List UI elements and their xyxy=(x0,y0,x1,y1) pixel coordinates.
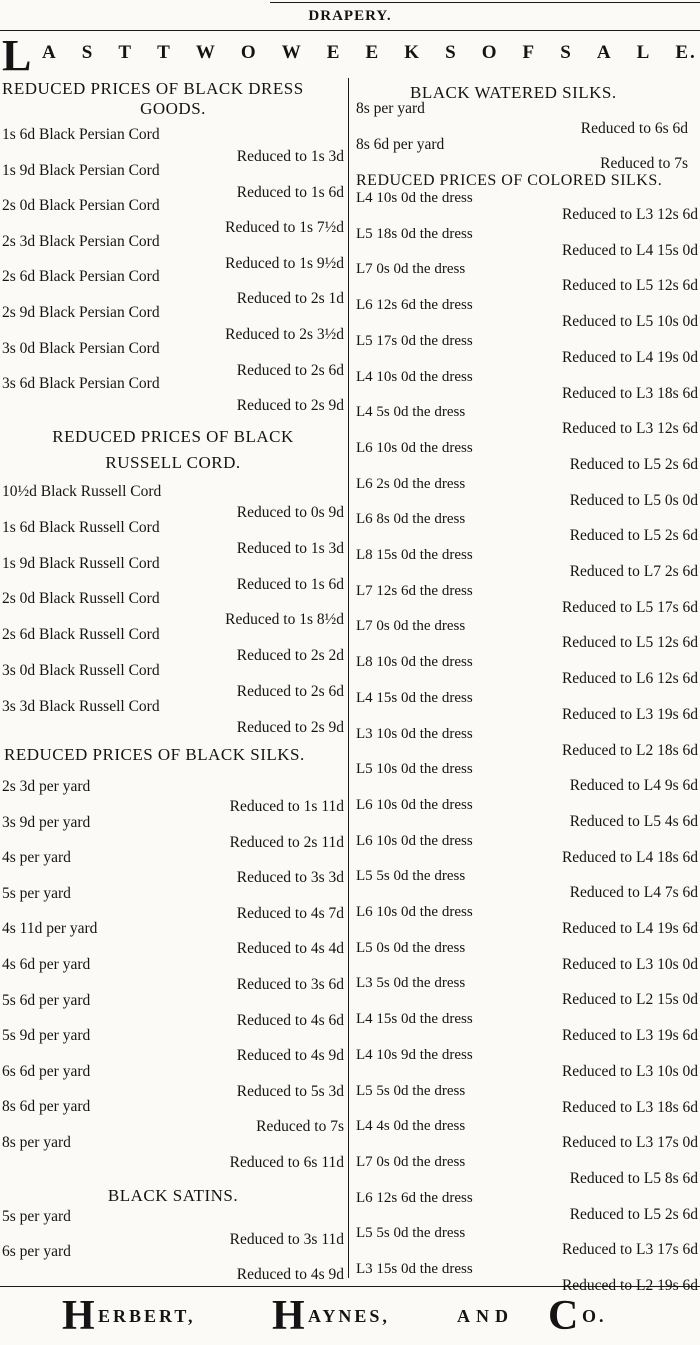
reduced-price: Reduced to 4s 6d xyxy=(236,1011,344,1029)
section-heading: REDUCED PRICES OF BLACK xyxy=(52,427,294,446)
item-name: L6 12s 6d the dress xyxy=(356,1189,473,1206)
banner-letter: O xyxy=(240,42,258,63)
item-name: L4 15s 0d the dress xyxy=(356,689,473,706)
reduced-price: Reduced to 2s 3½d xyxy=(225,326,344,343)
reduced-price: Reduced to 2s 9d xyxy=(236,397,344,415)
reduced-price: Reduced to L4 19s 6d xyxy=(561,920,698,937)
item-name: L6 10s 0d the dress xyxy=(356,904,473,920)
section-heading: REDUCED PRICES OF COLORED SILKS. xyxy=(356,172,663,189)
reduced-price: Reduced to L2 15s 0d xyxy=(561,991,698,1009)
reduced-price: Reduced to 2s 6d xyxy=(236,361,344,379)
reduced-price: Reduced to L5 10s 0d xyxy=(561,313,698,331)
reduced-price: Reduced to 2s 1d xyxy=(236,290,344,308)
reduced-price: Reduced to 4s 7d xyxy=(236,904,344,922)
reduced-price: Reduced to L3 12s 6d xyxy=(561,420,698,438)
banner-letter: E xyxy=(365,42,381,63)
banner-letter: K xyxy=(404,42,422,63)
reduced-price: Reduced to L3 17s 6d xyxy=(561,1241,698,1259)
item-name: L7 0s 0d the dress xyxy=(356,261,466,278)
item-name: 3s 9d per yard xyxy=(2,813,91,831)
reduced-price: Reduced to L3 10s 0d xyxy=(561,1062,698,1080)
banner-letter: F xyxy=(522,42,537,63)
item-name: L3 15s 0d the dress xyxy=(356,1261,473,1277)
item-name: 2s 0d Black Russell Cord xyxy=(2,590,160,608)
section-heading: RUSSELL CORD. xyxy=(105,453,241,472)
section-heading: BLACK SATINS. xyxy=(107,1186,239,1205)
item-name: 1s 9d Black Russell Cord xyxy=(2,554,160,572)
reduced-price: Reduced to 2s 11d xyxy=(229,833,344,851)
haynes-initial: H xyxy=(272,1293,305,1339)
reduced-price: Reduced to L3 18s 6d xyxy=(561,1098,698,1116)
reduced-price: Reduced to 1s 11d xyxy=(229,798,344,815)
reduced-price: Reduced to L3 18s 6d xyxy=(561,384,698,402)
banner-letter: L xyxy=(636,42,652,63)
item-name: L8 15s 0d the dress xyxy=(356,547,473,563)
item-name: 8s 6d per yard xyxy=(2,1098,91,1116)
reduced-price: Reduced to 1s 8½d xyxy=(225,611,344,629)
reduced-price: Reduced to L2 19s 6d xyxy=(561,1277,698,1294)
item-name: L7 0s 0d the dress xyxy=(356,1153,466,1170)
item-name: L3 5s 0d the dress xyxy=(356,975,466,992)
item-name: 3s 0d Black Persian Cord xyxy=(2,339,160,357)
reduced-price: Reduced to 3s 11d xyxy=(229,1231,344,1248)
co-initial: C xyxy=(548,1293,579,1339)
reduced-price: Reduced to 2s 2d xyxy=(236,647,344,665)
item-name: 8s 6d per yard xyxy=(356,136,445,153)
reduced-price: Reduced to 6s 11d xyxy=(229,1154,344,1171)
reduced-price: Reduced to 4s 4d xyxy=(236,940,344,958)
item-name: 6s per yard xyxy=(2,1243,71,1260)
banner-letter: E. xyxy=(675,42,697,63)
item-name: 10½d Black Russell Cord xyxy=(2,483,162,500)
reduced-price: Reduced to L5 8s 6d xyxy=(569,1169,698,1187)
reduced-price: Reduced to 7s xyxy=(600,155,688,172)
item-name: 2s 3d per yard xyxy=(2,778,91,795)
item-name: 5s per yard xyxy=(2,1208,71,1225)
herbert-initial: H xyxy=(62,1293,95,1339)
reduced-price: Reduced to 3s 6d xyxy=(236,976,344,993)
item-name: 5s per yard xyxy=(2,884,71,902)
section-heading: GOODS. xyxy=(140,99,206,118)
reduced-price: Reduced to L3 10s 0d xyxy=(561,955,698,973)
item-name: 2s 6d Black Persian Cord xyxy=(2,268,160,286)
item-name: 1s 6d Black Russell Cord xyxy=(2,518,160,536)
item-name: 2s 3d Black Persian Cord xyxy=(2,232,160,250)
item-name: L5 5s 0d the dress xyxy=(356,1225,466,1242)
reduced-price: Reduced to 4s 9d xyxy=(236,1047,344,1065)
reduced-price: Reduced to L5 12s 6d xyxy=(561,277,698,295)
item-name: 1s 9d Black Persian Cord xyxy=(2,161,160,179)
item-name: L6 2s 0d the dress xyxy=(356,475,466,492)
item-name: 8s per yard xyxy=(2,1134,71,1151)
item-name: L5 18s 0d the dress xyxy=(356,225,473,242)
header-rule xyxy=(0,30,700,31)
and-word: AND xyxy=(457,1306,514,1326)
banner-letter: T xyxy=(118,42,134,63)
item-name: L3 10s 0d the dress xyxy=(356,725,473,742)
reduced-price: Reduced to 2s 6d xyxy=(236,683,344,700)
reduced-price: Reduced to 1s 9½d xyxy=(225,254,344,272)
reduced-price: Reduced to 1s 3d xyxy=(236,148,344,165)
top-rule xyxy=(270,2,700,3)
reduced-price: Reduced to 0s 9d xyxy=(236,504,344,521)
reduced-price: Reduced to L5 2s 6d xyxy=(569,455,698,473)
reduced-price: Reduced to L3 17s 0d xyxy=(561,1134,698,1152)
banner-letter: A xyxy=(42,42,58,63)
banner-letters xyxy=(42,42,697,64)
reduced-price: Reduced to L4 9s 6d xyxy=(569,777,698,795)
item-name: L4 4s 0d the dress xyxy=(356,1118,466,1135)
item-name: L7 0s 0d the dress xyxy=(356,618,466,635)
item-name: L4 5s 0d the dress xyxy=(356,404,466,421)
reduced-price: Reduced to L6 12s 6d xyxy=(561,670,698,688)
item-name: 4s per yard xyxy=(2,849,71,867)
reduced-price: Reduced to L7 2s 6d xyxy=(569,563,698,580)
item-name: 5s 9d per yard xyxy=(2,1027,91,1045)
item-name: 3s 6d Black Persian Cord xyxy=(2,375,160,393)
reduced-price: Reduced to 6s 6d xyxy=(580,120,688,137)
item-name: 3s 0d Black Russell Cord xyxy=(2,662,160,679)
reduced-price: Reduced to 1s 7½d xyxy=(225,219,344,237)
page-header: DRAPERY. xyxy=(308,8,392,24)
item-name: 4s 6d per yard xyxy=(2,956,91,973)
item-name: L5 5s 0d the dress xyxy=(356,1082,466,1099)
reduced-price: Reduced to 1s 6d xyxy=(236,183,344,201)
reduced-price: Reduced to L4 15s 0d xyxy=(561,241,698,259)
reduced-price: Reduced to L4 7s 6d xyxy=(569,884,698,902)
section-heading: REDUCED PRICES OF BLACK SILKS. xyxy=(4,745,305,764)
reduced-price: Reduced to 5s 3d xyxy=(236,1082,344,1100)
item-name: L8 10s 0d the dress xyxy=(356,654,473,671)
reduced-price: Reduced to L5 2s 6d xyxy=(569,1205,698,1223)
banner-letter: S xyxy=(445,42,458,63)
item-name: 8s per yard xyxy=(356,100,425,117)
item-name: 6s 6d per yard xyxy=(2,1062,91,1080)
banner-letter: O xyxy=(481,42,499,63)
reduced-price: Reduced to 7s xyxy=(256,1118,344,1136)
reduced-price: Reduced to 3s 3d xyxy=(236,869,344,887)
reduced-price: Reduced to L2 18s 6d xyxy=(561,741,698,759)
item-name: 2s 6d Black Russell Cord xyxy=(2,626,160,644)
item-name: 4s 11d per yard xyxy=(2,920,98,938)
reduced-price: Reduced to L5 17s 6d xyxy=(561,598,698,616)
item-name: 5s 6d per yard xyxy=(2,991,91,1009)
item-name: 1s 6d Black Persian Cord xyxy=(2,126,160,143)
item-name: 2s 0d Black Persian Cord xyxy=(2,197,160,215)
item-name: 2s 9d Black Persian Cord xyxy=(2,304,160,321)
item-name: L6 8s 0d the dress xyxy=(356,511,466,528)
reduced-price: Reduced to L5 2s 6d xyxy=(569,527,698,545)
item-name: 3s 3d Black Russell Cord xyxy=(2,697,160,715)
item-name: L5 0s 0d the dress xyxy=(356,939,466,956)
column-divider xyxy=(348,78,349,1278)
reduced-price: Reduced to L5 12s 6d xyxy=(561,634,698,652)
item-name: L7 12s 6d the dress xyxy=(356,582,473,599)
herbert-rest: ERBERT, xyxy=(98,1306,196,1326)
reduced-price: Reduced to 1s 6d xyxy=(236,575,344,593)
item-name: L4 10s 0d the dress xyxy=(356,190,473,206)
item-name: L5 5s 0d the dress xyxy=(356,868,466,885)
co-rest: O. xyxy=(582,1306,607,1326)
reduced-price: Reduced to 2s 9d xyxy=(236,718,344,736)
banner-letter: W xyxy=(195,42,217,63)
reduced-price: Reduced to L4 18s 6d xyxy=(561,848,698,866)
reduced-price: Reduced to L3 19s 6d xyxy=(561,705,698,723)
reduced-price: Reduced to 4s 9d xyxy=(236,1266,344,1283)
section-heading: BLACK WATERED SILKS. xyxy=(410,83,617,102)
banner-letter: T xyxy=(157,42,172,63)
banner-letter: S xyxy=(81,42,95,63)
item-name: L5 17s 0d the dress xyxy=(356,332,473,349)
item-name: L6 10s 0d the dress xyxy=(356,439,473,456)
banner-letter: W xyxy=(281,42,303,63)
banner-headline xyxy=(0,32,700,80)
item-name: L4 10s 9d the dress xyxy=(356,1046,473,1063)
reduced-price: Reduced to L3 19s 6d xyxy=(561,1027,698,1045)
firm-signature xyxy=(62,1292,622,1342)
banner-letter: A xyxy=(596,42,613,63)
item-name: L4 15s 0d the dress xyxy=(356,1011,473,1028)
reduced-price: Reduced to L5 4s 6d xyxy=(569,812,698,830)
item-name: L6 10s 0d the dress xyxy=(356,796,473,813)
item-name: L5 10s 0d the dress xyxy=(356,761,473,778)
reduced-price: Reduced to 1s 3d xyxy=(236,539,344,557)
banner-initial: L xyxy=(2,31,32,80)
banner-letter: E xyxy=(326,42,342,63)
item-name: L6 10s 0d the dress xyxy=(356,832,473,849)
banner-letter: S xyxy=(560,42,573,63)
reduced-price: Reduced to L3 12s 6d xyxy=(561,206,698,223)
section-heading: REDUCED PRICES OF BLACK DRESS xyxy=(2,79,304,98)
reduced-price: Reduced to L5 0s 0d xyxy=(569,491,698,509)
reduced-price: Reduced to L4 19s 0d xyxy=(561,348,698,366)
item-name: L4 10s 0d the dress xyxy=(356,368,473,385)
haynes-rest: AYNES, xyxy=(308,1306,390,1326)
item-name: L6 12s 6d the dress xyxy=(356,297,473,314)
